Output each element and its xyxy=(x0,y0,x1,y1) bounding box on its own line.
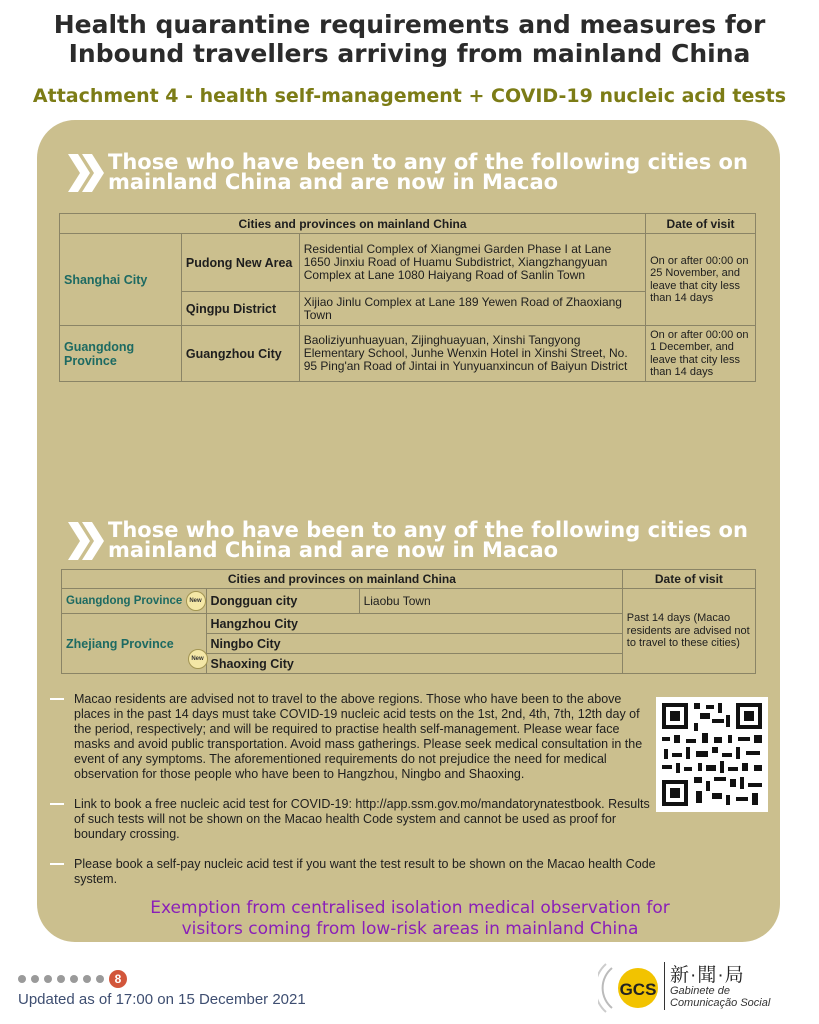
province-cell: Shanghai City xyxy=(60,234,182,326)
date-cell: Past 14 days (Macao residents are advised not to travel to these cities) xyxy=(622,589,755,674)
page-indicator[interactable] xyxy=(18,970,127,988)
page-dot[interactable] xyxy=(83,975,91,983)
date-cell: On or after 00:00 on 25 November, and leave that city less than 14 days xyxy=(646,234,756,326)
page-title xyxy=(0,10,819,68)
page-dot[interactable] xyxy=(18,975,26,983)
note-text: Please book a self-pay nucleic acid test if you want the test result to be shown on the Macao health Code system. xyxy=(74,857,656,886)
logo-pt-line1: Gabinete de xyxy=(670,985,730,997)
table-row xyxy=(62,589,756,614)
list-item xyxy=(48,797,658,842)
city-cell: Shaoxing City xyxy=(206,654,622,674)
page-dot[interactable] xyxy=(96,975,104,983)
date-cell: On or after 00:00 on 1 December, and leave that city less than 14 days xyxy=(646,326,756,382)
section1-heading xyxy=(64,152,754,194)
section2-heading-line2: mainland China and are now in Macao xyxy=(108,538,559,562)
province-label: Guangdong Province xyxy=(66,595,183,608)
gcs-logo xyxy=(598,958,803,1016)
page-dot[interactable] xyxy=(44,975,52,983)
qr-code[interactable] xyxy=(656,697,768,812)
table-row xyxy=(60,234,756,292)
city-cell: Dongguan city xyxy=(206,589,359,614)
exemption-line1: Exemption from centralised isolation medical observation for xyxy=(150,898,670,918)
double-chevron-icon xyxy=(64,520,106,562)
district-cell: Qingpu District xyxy=(181,292,299,326)
gcs-emblem-icon xyxy=(598,958,664,1016)
page-subtitle: Attachment 4 - health self-management + COVID-19 nucleic acid tests xyxy=(32,85,787,107)
table-header-cities: Cities and provinces on mainland China xyxy=(62,570,623,589)
city-cell: Ningbo City xyxy=(206,634,622,654)
new-badge: New xyxy=(186,591,206,611)
section1-heading-line2: mainland China and are now in Macao xyxy=(108,170,559,194)
list-item xyxy=(48,857,658,887)
district-cell: Pudong New Area xyxy=(181,234,299,292)
section2-heading xyxy=(64,520,754,562)
title-line-2: Inbound travellers arriving from mainland China xyxy=(68,39,751,68)
address-cell: Xijiao Jinlu Complex at Lane 189 Yewen Road of Zhaoxiang Town xyxy=(299,292,645,326)
province-cell: Guangdong Province xyxy=(60,326,182,382)
notes-list xyxy=(48,692,658,902)
town-cell: Liaobu Town xyxy=(359,589,622,614)
title-line-1: Health quarantine requirements and measures for xyxy=(53,10,766,39)
list-item xyxy=(48,692,658,782)
exemption-link[interactable] xyxy=(130,898,690,940)
address-cell: Residential Complex of Xiangmei Garden Phase I at Lane 1650 Jinxiu Road of Huamu Subdistrict, Xiangzhangyuan Complex at Lane 1080 Haiyang Road of Sanlin Town xyxy=(299,234,645,292)
logo-pt-line2: Comunicação Social xyxy=(670,997,771,1009)
new-badge: New xyxy=(188,649,208,669)
current-page-badge[interactable]: 8 xyxy=(109,970,127,988)
page-dot[interactable] xyxy=(57,975,65,983)
logo-portuguese-text xyxy=(670,985,770,1009)
province-cell xyxy=(62,589,207,614)
logo-chinese-text: 新·聞·局 xyxy=(670,965,745,986)
updated-timestamp: Updated as of 17:00 on 15 December 2021 xyxy=(18,991,306,1008)
double-chevron-icon xyxy=(64,152,106,194)
city-cell: Hangzhou City xyxy=(206,614,622,634)
dash-icon xyxy=(50,698,64,700)
table-header-date: Date of visit xyxy=(646,214,756,234)
section1-heading-line1: Those who have been to any of the following cities on xyxy=(108,150,748,174)
section2-heading-line1: Those who have been to any of the following cities on xyxy=(108,518,748,542)
dash-icon xyxy=(50,803,64,805)
dash-icon xyxy=(50,863,64,865)
page-dot[interactable] xyxy=(31,975,39,983)
province-label: Zhejiang Province xyxy=(66,636,174,651)
district-cell: Guangzhou City xyxy=(181,326,299,382)
section1-table xyxy=(59,213,756,382)
exemption-line2: visitors coming from low-risk areas in mainland China xyxy=(181,919,639,939)
logo-letters: GCS xyxy=(619,980,657,999)
province-cell xyxy=(62,614,207,674)
note-text: Link to book a free nucleic acid test for COVID-19: http://app.ssm.gov.mo/mandatorynatestbook. Results of such tests will not be shown on the Macao health Code system and cannot be used as proof for boundary crossing. xyxy=(74,797,650,841)
table-header-date: Date of visit xyxy=(622,570,755,589)
table-row xyxy=(60,326,756,382)
section2-table xyxy=(61,569,756,674)
address-cell: Baoliziyunhuayuan, Zijinghuayuan, Xinshi Tangyong Elementary School, Junhe Wenxin Hotel in Xinshi Street, No. 95 Ping'an Road of Jintai in Yunyuanxincun of Baiyun District xyxy=(299,326,645,382)
note-text: Macao residents are advised not to travel to the above regions. Those who have been to the above places in the past 14 days must take COVID-19 nucleic acid tests on the 1st, 2nd, 4th, 7th, 12th day of the period, respectively; and will be required to practise health self-management. Please wear face masks and avoid public transportation. Avoid mass gatherings. Please seek medical consultation in the event of any symptoms. The aforementioned requirements do not prejudice the need for medical observation for those people who have been to Hangzhou, Ningbo and Shaoxing. xyxy=(74,692,643,781)
page-dot[interactable] xyxy=(70,975,78,983)
table-header-cities: Cities and provinces on mainland China xyxy=(60,214,646,234)
